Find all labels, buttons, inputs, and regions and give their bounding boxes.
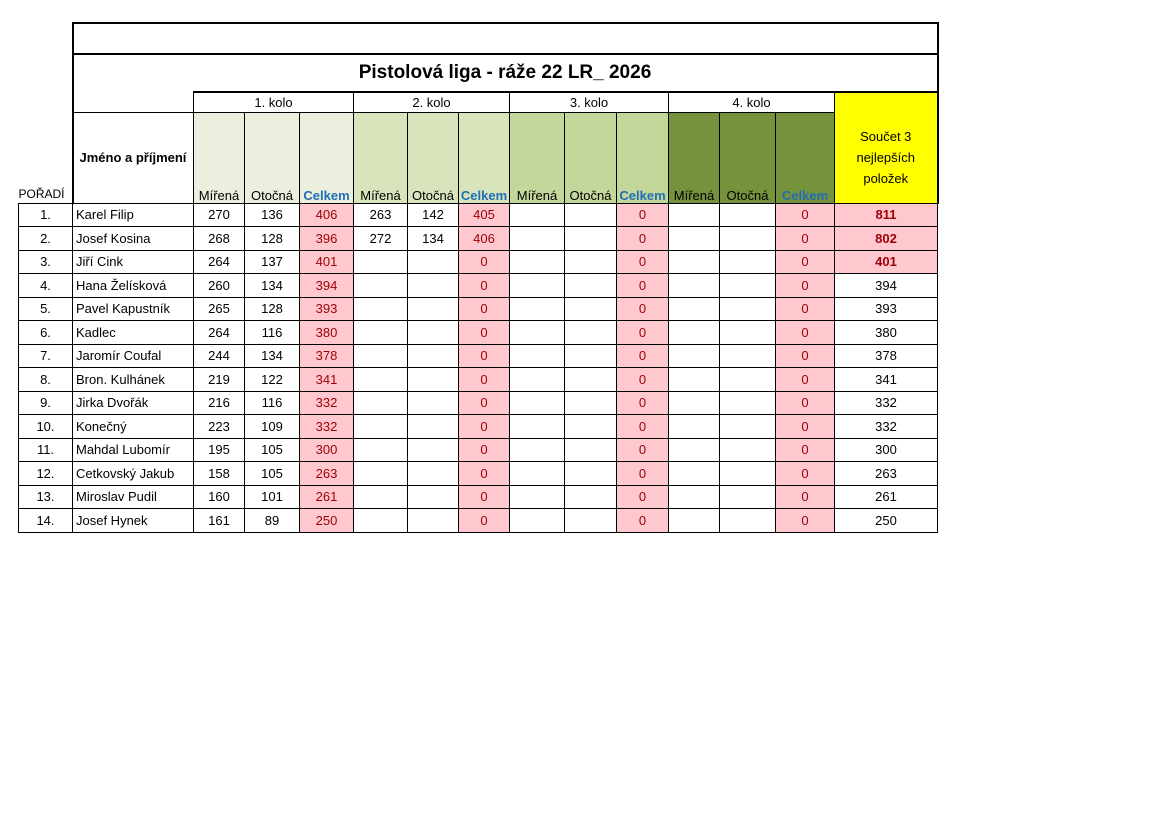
r3-mirena-cell [510,203,565,227]
name-cell: Bron. Kulhánek [73,368,194,392]
name-header: Jméno a příjmení [73,112,194,203]
r3-otocna-cell [565,250,617,274]
r1-celkem-cell: 378 [300,344,354,368]
name-cell: Josef Hynek [73,509,194,533]
table-row [19,485,938,509]
r1-celkem-cell: 396 [300,227,354,251]
r4-celkem-cell: 0 [776,462,835,486]
title-left-blank [19,54,73,92]
name-cell: Kadlec [73,321,194,345]
sum-cell: 802 [835,227,938,251]
sum-header: Součet 3 nejlepších položek [835,92,938,203]
r1-celkem-cell: 300 [300,438,354,462]
r4-celkem-cell: 0 [776,438,835,462]
r2-otocna-cell [408,438,459,462]
table-row [19,297,938,321]
r3-mirena-cell [510,462,565,486]
r3-celkem-cell: 0 [617,368,669,392]
rank-cell: 9. [19,391,73,415]
r4-mirena-cell [669,321,720,345]
r4-mirena-cell [669,297,720,321]
r1-mirena-cell: 264 [194,321,245,345]
r3-celkem-cell: 0 [617,485,669,509]
r1-otocna-header: Otočná [245,112,300,203]
r2-celkem-cell: 0 [459,250,510,274]
r3-otocna-cell [565,227,617,251]
r2-otocna-cell [408,368,459,392]
r3-celkem-cell: 0 [617,203,669,227]
r2-celkem-header: Celkem [459,112,510,203]
r1-otocna-cell: 122 [245,368,300,392]
r2-celkem-cell: 0 [459,344,510,368]
r2-otocna-cell: 142 [408,203,459,227]
r3-mirena-cell [510,415,565,439]
r4-mirena-header: Mířená [669,112,720,203]
name-cell: Pavel Kapustník [73,297,194,321]
r2-otocna-header: Otočná [408,112,459,203]
r4-otocna-cell [720,485,776,509]
r1-celkem-cell: 394 [300,274,354,298]
r2-mirena-cell [354,415,408,439]
r3-otocna-header: Otočná [565,112,617,203]
table-row [19,509,938,533]
r1-celkem-cell: 332 [300,415,354,439]
sum-cell: 394 [835,274,938,298]
r1-mirena-cell: 216 [194,391,245,415]
name-cell: Jiří Cink [73,250,194,274]
r4-otocna-cell [720,297,776,321]
r4-mirena-cell [669,368,720,392]
r3-otocna-cell [565,321,617,345]
r1-celkem-cell: 401 [300,250,354,274]
r2-mirena-cell [354,438,408,462]
r2-otocna-cell [408,250,459,274]
r4-mirena-cell [669,344,720,368]
r2-mirena-cell: 263 [354,203,408,227]
r3-mirena-cell [510,297,565,321]
round-header-row [19,92,938,112]
r2-celkem-cell: 405 [459,203,510,227]
r3-otocna-cell [565,438,617,462]
name-cell: Mahdal Lubomír [73,438,194,462]
r1-mirena-cell: 265 [194,297,245,321]
table-body [19,23,938,532]
r4-otocna-cell [720,368,776,392]
rank-cell: 2. [19,227,73,251]
r4-celkem-cell: 0 [776,415,835,439]
r1-otocna-cell: 137 [245,250,300,274]
r1-mirena-cell: 268 [194,227,245,251]
sum-cell: 378 [835,344,938,368]
corner-blank [19,23,73,54]
column-header-row [19,112,938,203]
rank-cell: 13. [19,485,73,509]
r2-celkem-cell: 0 [459,462,510,486]
r3-otocna-cell [565,274,617,298]
r2-mirena-cell [354,509,408,533]
r3-otocna-cell [565,368,617,392]
rank-cell: 12. [19,462,73,486]
r1-celkem-header: Celkem [300,112,354,203]
r4-mirena-cell [669,509,720,533]
name-cell: Cetkovský Jakub [73,462,194,486]
r3-celkem-cell: 0 [617,297,669,321]
sum-cell: 332 [835,391,938,415]
r1-celkem-cell: 250 [300,509,354,533]
r1-celkem-cell: 341 [300,368,354,392]
rank-cell: 8. [19,368,73,392]
r2-otocna-cell [408,344,459,368]
r3-mirena-cell [510,368,565,392]
r1-celkem-cell: 406 [300,203,354,227]
name-cell: Jirka Dvořák [73,391,194,415]
r3-celkem-cell: 0 [617,274,669,298]
page-title: Pistolová liga - ráže 22 LR_ 2026 [73,54,938,92]
r4-mirena-cell [669,485,720,509]
rank-cell: 4. [19,274,73,298]
r3-otocna-cell [565,344,617,368]
r1-mirena-cell: 219 [194,368,245,392]
r2-otocna-cell [408,274,459,298]
r4-otocna-cell [720,391,776,415]
r4-otocna-header: Otočná [720,112,776,203]
r1-mirena-header: Mířená [194,112,245,203]
r4-celkem-cell: 0 [776,344,835,368]
r1-mirena-cell: 223 [194,415,245,439]
table-row [19,227,938,251]
r2-celkem-cell: 0 [459,321,510,345]
r1-celkem-cell: 261 [300,485,354,509]
r1-otocna-cell: 128 [245,297,300,321]
name-cell: Miroslav Pudil [73,485,194,509]
r3-mirena-header: Mířená [510,112,565,203]
r1-celkem-cell: 263 [300,462,354,486]
r3-otocna-cell [565,415,617,439]
r4-otocna-cell [720,274,776,298]
rank-cell: 6. [19,321,73,345]
r4-otocna-cell [720,227,776,251]
sum-cell: 393 [835,297,938,321]
r2-mirena-cell [354,321,408,345]
r2-mirena-cell [354,485,408,509]
r4-otocna-cell [720,462,776,486]
r4-celkem-cell: 0 [776,391,835,415]
r3-otocna-cell [565,462,617,486]
r3-celkem-cell: 0 [617,391,669,415]
r4-celkem-cell: 0 [776,297,835,321]
rank-cell: 7. [19,344,73,368]
r1-otocna-cell: 101 [245,485,300,509]
results-sheet [18,22,939,533]
name-cell: Konečný [73,415,194,439]
table-row [19,391,938,415]
sum-cell: 401 [835,250,938,274]
r3-otocna-cell [565,203,617,227]
r1-mirena-cell: 160 [194,485,245,509]
r1-mirena-cell: 260 [194,274,245,298]
name-cell: Hana Želísková [73,274,194,298]
r3-mirena-cell [510,509,565,533]
round-left-blank [19,92,73,112]
r4-mirena-cell [669,415,720,439]
r2-mirena-cell [354,274,408,298]
r1-celkem-cell: 332 [300,391,354,415]
round-2-header: 2. kolo [354,92,510,112]
name-cell: Jaromír Coufal [73,344,194,368]
round-name-blank [73,92,194,112]
r4-mirena-cell [669,438,720,462]
r2-mirena-cell [354,391,408,415]
r2-otocna-cell [408,391,459,415]
r4-celkem-cell: 0 [776,203,835,227]
r1-otocna-cell: 116 [245,391,300,415]
r2-otocna-cell [408,415,459,439]
table-row [19,203,938,227]
r4-otocna-cell [720,203,776,227]
r4-celkem-cell: 0 [776,250,835,274]
r4-otocna-cell [720,415,776,439]
r1-mirena-cell: 244 [194,344,245,368]
r2-otocna-cell [408,462,459,486]
r4-celkem-cell: 0 [776,227,835,251]
r1-otocna-cell: 134 [245,274,300,298]
r3-celkem-cell: 0 [617,509,669,533]
rank-cell: 5. [19,297,73,321]
rank-cell: 3. [19,250,73,274]
r4-mirena-cell [669,462,720,486]
r2-celkem-cell: 0 [459,274,510,298]
r4-mirena-cell [669,203,720,227]
top-blank-cell [73,23,938,54]
r3-celkem-header: Celkem [617,112,669,203]
r1-otocna-cell: 105 [245,462,300,486]
r3-otocna-cell [565,297,617,321]
name-cell: Josef Kosina [73,227,194,251]
round-4-header: 4. kolo [669,92,835,112]
r2-celkem-cell: 0 [459,368,510,392]
table-row [19,415,938,439]
r3-celkem-cell: 0 [617,227,669,251]
r2-celkem-cell: 0 [459,485,510,509]
r4-otocna-cell [720,344,776,368]
r4-otocna-cell [720,438,776,462]
r2-otocna-cell [408,297,459,321]
table-row [19,368,938,392]
round-1-header: 1. kolo [194,92,354,112]
r1-mirena-cell: 158 [194,462,245,486]
r4-otocna-cell [720,509,776,533]
r1-otocna-cell: 136 [245,203,300,227]
r2-mirena-cell [354,250,408,274]
r4-mirena-cell [669,274,720,298]
sum-cell: 332 [835,415,938,439]
title-row [19,54,938,92]
r3-celkem-cell: 0 [617,415,669,439]
table-row [19,344,938,368]
r3-mirena-cell [510,227,565,251]
r4-otocna-cell [720,321,776,345]
r4-celkem-cell: 0 [776,274,835,298]
sum-cell: 263 [835,462,938,486]
r3-mirena-cell [510,274,565,298]
r4-mirena-cell [669,227,720,251]
r3-mirena-cell [510,391,565,415]
r2-otocna-cell: 134 [408,227,459,251]
r4-celkem-cell: 0 [776,321,835,345]
rank-cell: 11. [19,438,73,462]
r4-celkem-cell: 0 [776,509,835,533]
name-cell: Karel Filip [73,203,194,227]
r2-otocna-cell [408,485,459,509]
r4-celkem-header: Celkem [776,112,835,203]
sum-cell: 261 [835,485,938,509]
table-row [19,462,938,486]
r4-celkem-cell: 0 [776,485,835,509]
r3-celkem-cell: 0 [617,250,669,274]
table-row [19,321,938,345]
r2-mirena-cell [354,462,408,486]
table-row [19,438,938,462]
r1-otocna-cell: 109 [245,415,300,439]
rank-cell: 14. [19,509,73,533]
r4-celkem-cell: 0 [776,368,835,392]
r2-mirena-cell [354,297,408,321]
r3-celkem-cell: 0 [617,462,669,486]
r2-otocna-cell [408,321,459,345]
r2-celkem-cell: 406 [459,227,510,251]
blank-top-row [19,23,938,54]
r3-mirena-cell [510,344,565,368]
results-table [18,22,939,533]
r3-mirena-cell [510,438,565,462]
r3-celkem-cell: 0 [617,438,669,462]
r2-mirena-cell: 272 [354,227,408,251]
r1-otocna-cell: 105 [245,438,300,462]
r3-otocna-cell [565,509,617,533]
r2-otocna-cell [408,509,459,533]
r1-celkem-cell: 380 [300,321,354,345]
r3-otocna-cell [565,485,617,509]
sum-cell: 341 [835,368,938,392]
round-3-header: 3. kolo [510,92,669,112]
r3-otocna-cell [565,391,617,415]
r4-mirena-cell [669,391,720,415]
r1-otocna-cell: 89 [245,509,300,533]
sum-cell: 811 [835,203,938,227]
r2-celkem-cell: 0 [459,415,510,439]
sum-cell: 250 [835,509,938,533]
rank-cell: 1. [19,203,73,227]
table-row [19,274,938,298]
sum-cell: 300 [835,438,938,462]
r3-mirena-cell [510,321,565,345]
r3-celkem-cell: 0 [617,321,669,345]
r2-celkem-cell: 0 [459,438,510,462]
sum-cell: 380 [835,321,938,345]
r2-celkem-cell: 0 [459,391,510,415]
r2-celkem-cell: 0 [459,509,510,533]
r1-mirena-cell: 161 [194,509,245,533]
r1-otocna-cell: 116 [245,321,300,345]
r4-mirena-cell [669,250,720,274]
r3-celkem-cell: 0 [617,344,669,368]
r3-mirena-cell [510,250,565,274]
r1-mirena-cell: 264 [194,250,245,274]
rank-cell: 10. [19,415,73,439]
r1-otocna-cell: 134 [245,344,300,368]
r2-mirena-cell [354,344,408,368]
rank-header: POŘADÍ [18,186,65,201]
table-row [19,250,938,274]
r3-mirena-cell [510,485,565,509]
r2-mirena-cell [354,368,408,392]
r4-otocna-cell [720,250,776,274]
r1-otocna-cell: 128 [245,227,300,251]
r1-mirena-cell: 270 [194,203,245,227]
r2-celkem-cell: 0 [459,297,510,321]
r1-mirena-cell: 195 [194,438,245,462]
r2-mirena-header: Mířená [354,112,408,203]
r1-celkem-cell: 393 [300,297,354,321]
